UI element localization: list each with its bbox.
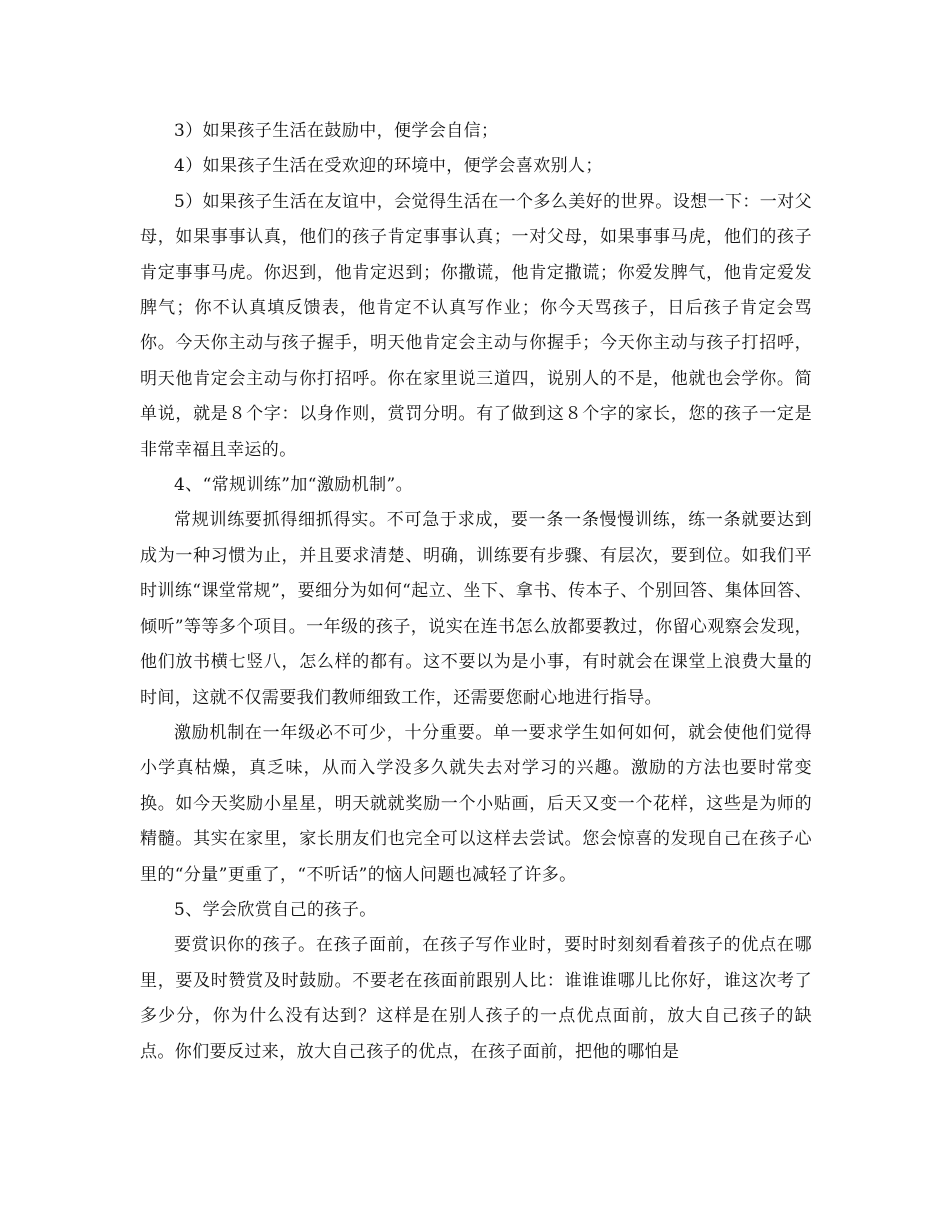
paragraph-item-3: 3）如果孩子生活在鼓励中，便学会自信；: [174, 121, 499, 141]
paragraph-item-4: 4）如果孩子生活在受欢迎的环境中，便学会喜欢别人；: [174, 156, 603, 177]
section-heading-4: 4、“常规训练”加“激励机制”。: [174, 475, 413, 496]
paragraph-appreciate-child: 要赏识你的孩子。在孩子面前，在孩子写作业时，要时时刻刻看着孩子的优点在哪里，要及时赞赏及时鼓励。不要老在孩面前跟别人比：谁谁谁哪儿比你好，谁这次考了多少分，你为什么没有达到？这样是在别人孩子的一点优点面前，放大自己孩子的缺点。你们要反过来，放大自己孩子的优点，在孩子面前，把他的哪怕是: [140, 935, 812, 1062]
paragraph-item-5-example: 5）如果孩子生活在友谊中，会觉得生活在一个多么美好的世界。设想一下：一对父母，如果事事认真，他们的孩子肯定事事认真；一对父母，如果事事马虎，他们的孩子肯定事事马虎。你迟到，他肯定迟到；你撒谎，他肯定撒谎；你爱发脾气，他肯定爱发脾气；你不认真填反馈表，他肯定不认真写作业；你今天骂孩子，日后孩子肯定会骂你。今天你主动与孩子握手，明天他肯定会主动与你握手；今天你主动与孩子打招呼，明天他肯定会主动与你打招呼。你在家里说三道四，说别人的不是，他就也会学你。简单说，就是８个字：以身作则，赏罚分明。有了做到这８个字的家长，您的孩子一定是非常幸福且幸运的。: [140, 191, 812, 460]
document-body: [140, 114, 812, 1070]
paragraph-routine-training: 常规训练要抓得细抓得实。不可急于求成，要一条一条慢慢训练，练一条就要达到成为一种习惯为止，并且要求清楚、明确，训练要有步骤、有层次，要到位。如我们平时训练“课堂常规”，要细分为如何“起立、坐下、拿书、传本子、个别回答、集体回答、倾听”等等多个项目。一年级的孩子，说实在连书怎么放都要教过，你留心观察会发现，他们放书横七竖八，怎么样的都有。这不要以为是小事，有时就会在课堂上浪费大量的时间，这就不仅需要我们教师细致工作，还需要您耐心地进行指导。: [140, 510, 812, 708]
paragraph-incentive-mechanism: 激励机制在一年级必不可少，十分重要。单一要求学生如何如何，就会使他们觉得小学真枯燥，真乏味，从而入学没多久就失去对学习的兴趣。激励的方法也要时常变换。如今天奖励小星星，明天就就奖励一个小贴画，后天又变一个花样，这些是为师的精髓。其实在家里，家长朋友们也完全可以这样去尝试。您会惊喜的发现自己在孩子心里的“分量”更重了，“不听话”的恼人问题也减轻了许多。: [140, 722, 812, 885]
section-heading-5: 5、学会欣赏自己的孩子。: [174, 899, 377, 920]
